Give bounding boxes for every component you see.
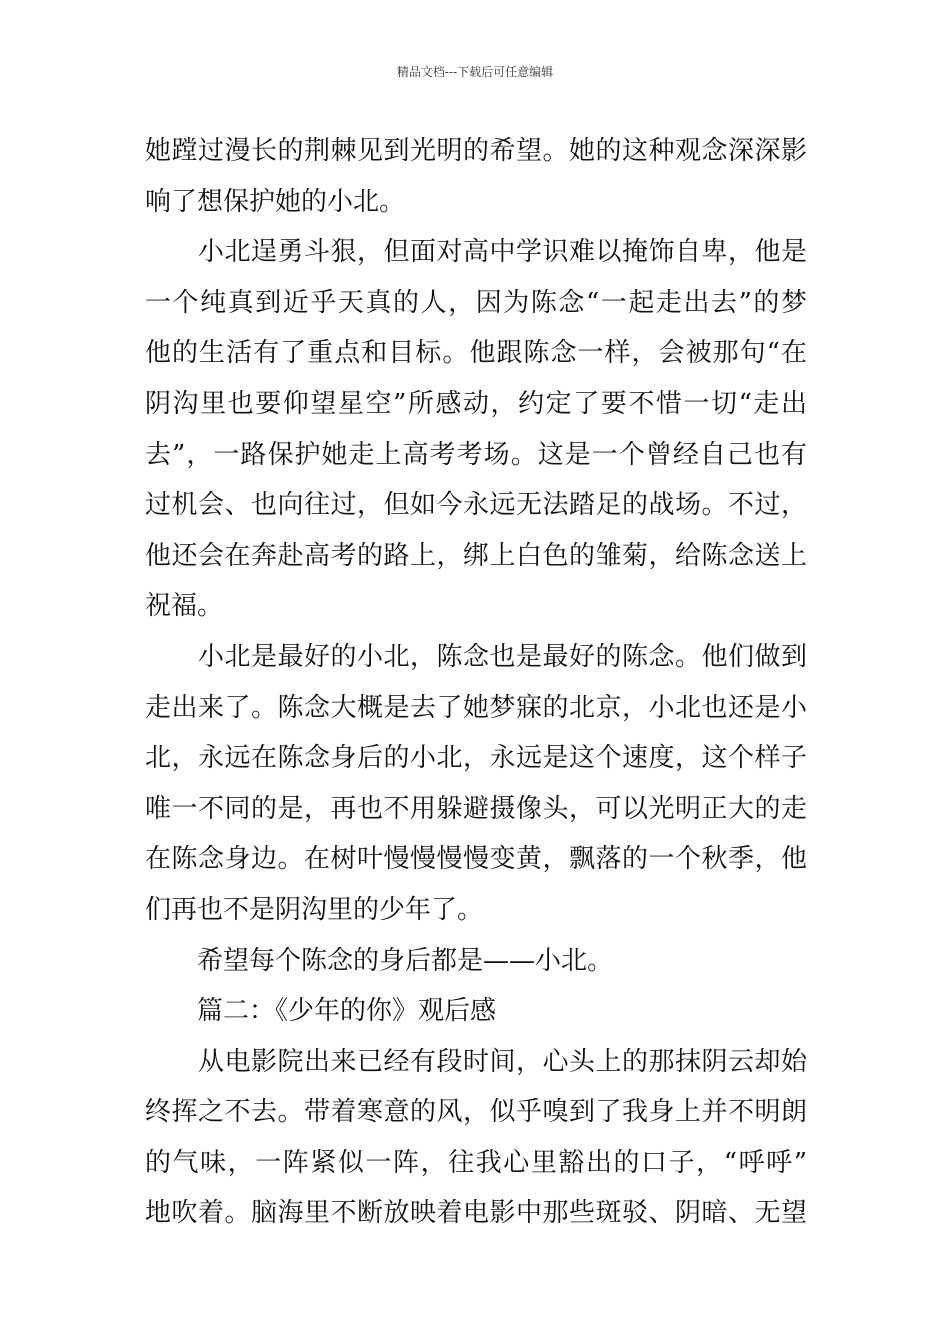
section-heading: 篇二：《少年的你》观后感 <box>145 996 497 1027</box>
text-line: 的气味，一阵紧似一阵，往我心里豁出的口子，“呼呼” <box>145 1147 807 1178</box>
text-line: 在陈念身边。在树叶慢慢慢慢变黄，飘落的一个秋季，他 <box>145 844 807 875</box>
text-line: 祝福。 <box>145 591 224 622</box>
text-line: 地吹着。脑海里不断放映着电影中那些斑驳、阴暗、无望 <box>145 1198 807 1229</box>
text-line: 他还会在奔赴高考的路上，绑上白色的雏菊，给陈念送上 <box>145 540 807 571</box>
text-line: 希望每个陈念的身后都是——小北。 <box>145 945 614 976</box>
page-header: 精品文档---下载后可任意编辑 <box>396 65 554 79</box>
text-line: 小北逞勇斗狠，但面对高中学识难以掩饰自卑，他是 <box>145 237 807 268</box>
text-line: 们再也不是阴沟里的少年了。 <box>145 894 484 925</box>
text-line: 唯一不同的是，再也不用躲避摄像头，可以光明正大的走 <box>145 793 807 824</box>
document-body <box>145 126 807 1239</box>
text-line: 终挥之不去。带着寒意的风，似乎嗅到了我身上并不明朗 <box>145 1097 807 1128</box>
text-line: 他的生活有了重点和目标。他跟陈念一样，会被那句“在 <box>145 338 807 369</box>
text-line: 从电影院出来已经有段时间，心头上的那抹阴云却始 <box>145 1046 807 1077</box>
text-line: 她蹚过漫长的荆棘见到光明的希望。她的这种观念深深影 <box>145 136 807 166</box>
text-line: 北，永远在陈念身后的小北，永远是这个速度，这个样子 <box>145 743 807 774</box>
text-line: 小北是最好的小北，陈念也是最好的陈念。他们做到 <box>145 641 807 672</box>
text-line: 一个纯真到近乎天真的人，因为陈念“一起走出去”的梦 <box>145 287 807 318</box>
text-line: 过机会、也向往过，但如今永远无法踏足的战场。不过， <box>145 490 807 521</box>
text-line: 响了想保护她的小北。 <box>145 186 406 217</box>
text-line: 去”，一路保护她走上高考考场。这是一个曾经自己也有 <box>145 439 807 470</box>
text-line: 走出来了。陈念大概是去了她梦寐的北京，小北也还是小 <box>145 692 807 723</box>
text-line: 阴沟里也要仰望星空”所感动，约定了要不惜一切“走出 <box>145 388 807 419</box>
